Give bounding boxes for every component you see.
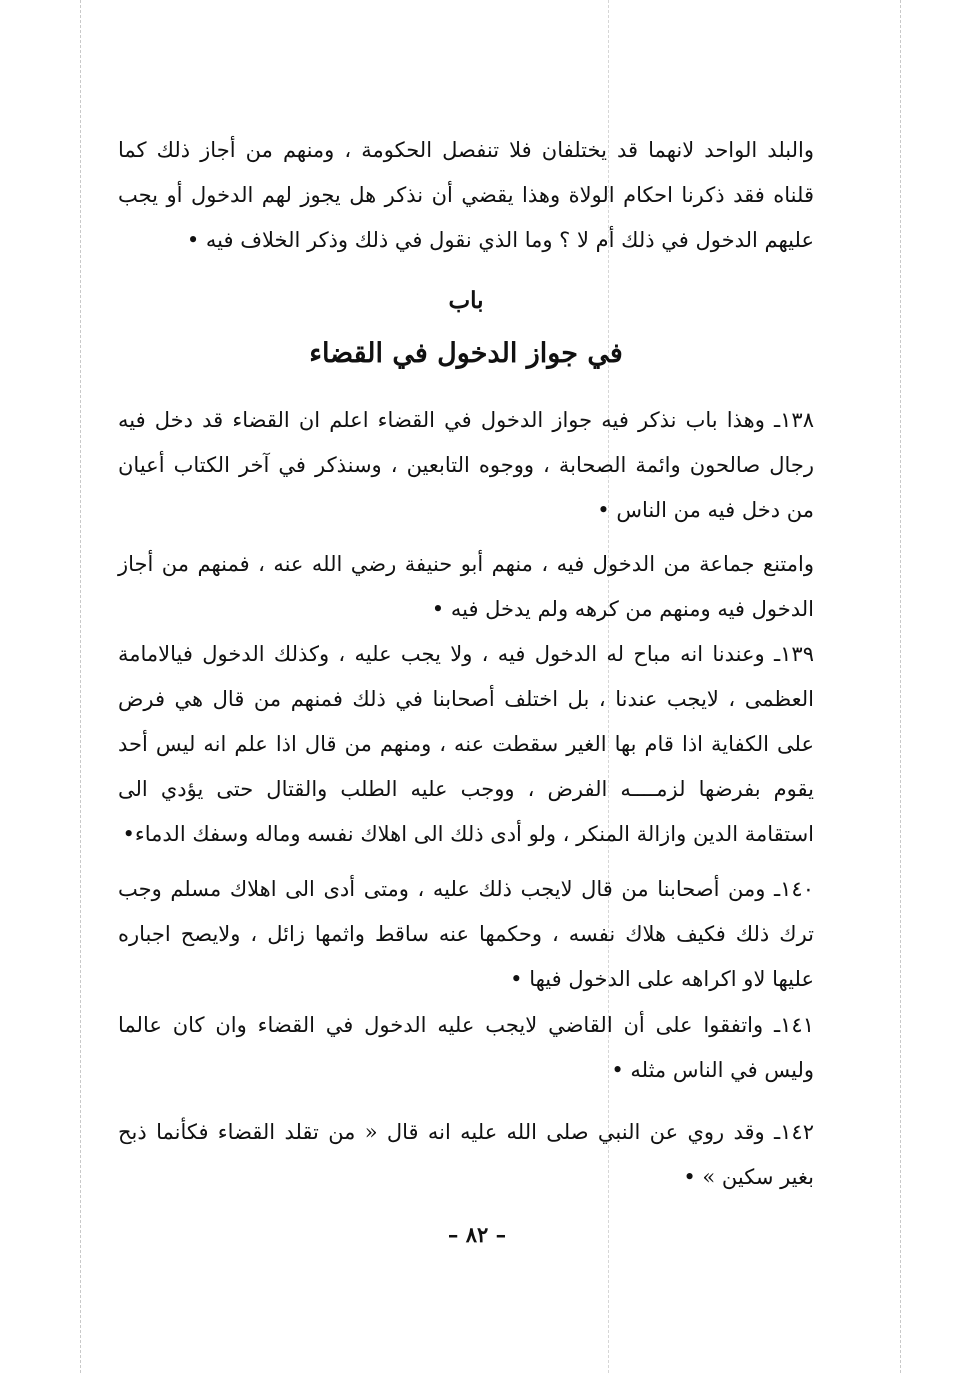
chapter-title: في جواز الدخول في القضاء <box>309 338 623 369</box>
paragraph-abstainers: وامتنع جماعة من الدخول فيه ، منهم أبو حنيفة رضي الله عنه ، فمنهم من أجاز الدخول فيه ومنهم من كرهه ولم يدخل فيه • <box>118 552 814 621</box>
paragraph-140: ١٤٠ـ ومن أصحابنا من قال لايجب ذلك عليه ، ومتى أدى الى اهلاك مسلم وجب ترك ذلك فكيف هلاك نفسه ، وحكمها عنه ساقط واثمها زائل ، ولايصح اجباره عليها لاو اكراهه على الدخول فيها • <box>118 877 814 991</box>
intro-paragraph: والبلد الواحد لانهما قد يختلفان فلا تنفصل الحكومة ، ومنهم من أجاز ذلك كما قلناه فقد ذكرنا احكام الولاة وهذا يقضي أن نذكر هل يجوز لهم الدخول أو يجب عليهم الدخول في ذلك أم لا ؟ وما الذي نقول في ذلك وذكر الخلاف فيه • <box>118 138 814 252</box>
paragraph-138: ١٣٨ـ وهذا باب نذكر فيه جواز الدخول في القضاء اعلم ان القضاء قد دخل فيه رجال صالحون وائمة الصحابة ، ووجوه التابعين ، وسنذكر في آخر الكتاب أعيان من دخل فيه من الناس • <box>118 408 814 522</box>
paragraph-142: ١٤٢ـ وقد روي عن النبي صلى الله عليه انه قال « من تقلد القضاء فكأنما ذبح بغير سكين » • <box>118 1120 814 1189</box>
chapter-label: باب <box>448 287 484 314</box>
paragraph-141: ١٤١ـ واتفقوا على أن القاضي لايجب عليه الدخول في القضاء وان كان عالما وليس في الناس مثله • <box>118 1013 814 1082</box>
scan-fold-line-right <box>900 0 901 1373</box>
paragraph-139: ١٣٩ـ وعندنا انه مباح له الدخول فيه ، ولا يجب عليه ، وكذلك الدخول فيالامامة العظمى ، لايجب عندنا ، بل اختلف أصحابنا في ذلك فمنهم من قال هي فرض على الكفاية اذا قام بها الغير سقطت عنه ، ومنهم من قال اذا علم انه ليس أحد يقوم بفرضها لزمــــه الفرض ، ووجب عليه الطلب والقتال حتى يؤدي الى استقامة الدين وازالة المنكر ، ولو أدى ذلك الى اهلاك نفسه وماله وسفك الدماء• <box>118 642 814 846</box>
scan-fold-line-left <box>80 0 81 1373</box>
page-number: – ٨٢ – <box>447 1222 507 1247</box>
